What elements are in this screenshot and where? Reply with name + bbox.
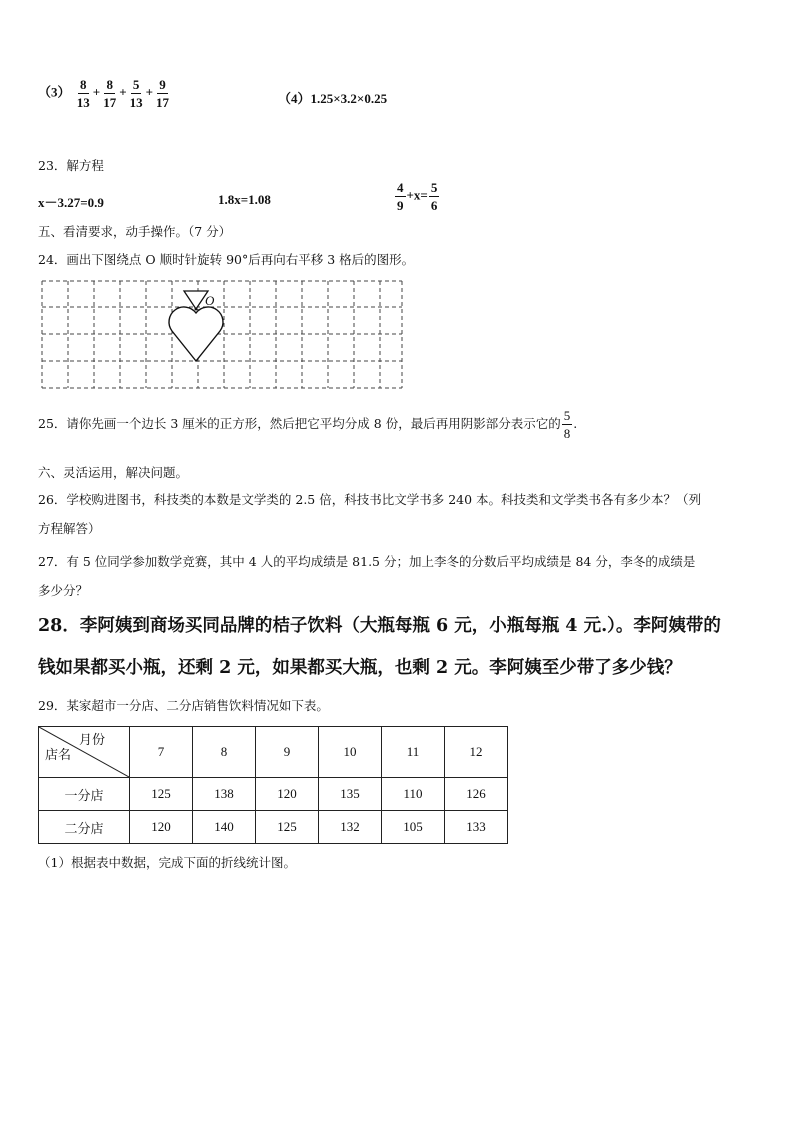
sales-table [38, 726, 508, 844]
plus-sign: + [119, 84, 127, 100]
q26-line-2: 方程解答） [38, 521, 101, 536]
q22-part3 [38, 78, 172, 109]
month-header: 10 [319, 727, 382, 778]
q24-grid-figure [38, 278, 410, 394]
table-cell: 105 [382, 811, 445, 844]
fraction-term-3: $\frac{5}{13}$ [129, 77, 143, 110]
table-cell: 133 [445, 811, 508, 844]
table-cell: 138 [193, 778, 256, 811]
q22-part3-label: （3） [38, 84, 71, 100]
month-header: 11 [382, 727, 445, 778]
section-6-title: 六、灵活运用，解决问题。 [38, 465, 189, 480]
q28-line-2: 钱如果都买小瓶，还剩 2 元，如果都买大瓶，也剩 2 元。李阿姨至少带了多少钱？ [38, 658, 682, 678]
heart-shape [169, 307, 223, 361]
fraction-term-2: $\frac{8}{17}$ [103, 77, 117, 110]
point-o-label: O [205, 293, 215, 308]
fraction-term-1: $\frac{8}{13}$ [76, 77, 90, 110]
q27-line-1: 27．有 5 位同学参加数学竞赛，其中 4 人的平均成绩是 81.5 分；加上李冬的分数后平均成绩是 84 分，李冬的成绩是 [38, 554, 696, 569]
section-5-title: 五、看清要求，动手操作。（7 分） [38, 224, 232, 239]
q23-equation-2: 1.8x=1.08 [218, 192, 271, 207]
q26-line-1: 26．学校购进图书，科技类的本数是文学类的 2.5 倍，科技书比文学书多 240 本。科技类和文学类书各有多少本？（列 [38, 492, 702, 507]
corner-label-store: 店名 [45, 747, 72, 762]
table-cell: 120 [130, 811, 193, 844]
table-row [39, 778, 508, 811]
row-label: 一分店 [39, 778, 130, 811]
month-header: 7 [130, 727, 193, 778]
table-cell: 132 [319, 811, 382, 844]
month-header: 12 [445, 727, 508, 778]
plus-sign: + [145, 84, 154, 100]
table-corner-cell [39, 727, 130, 778]
q23-equation-3: $\frac{4}{9}$ +x= $\frac{5}{6}$ [397, 180, 438, 213]
q25-text [38, 409, 577, 440]
point-o [195, 308, 198, 311]
month-header: 8 [193, 727, 256, 778]
q22-part4: （4）1.25×3.2×0.25 [278, 91, 388, 106]
row-label: 二分店 [39, 811, 130, 844]
table-cell: 125 [256, 811, 319, 844]
table-cell: 120 [256, 778, 319, 811]
table-cell: 140 [193, 811, 256, 844]
q25-text-body: 25．请你先画一个边长 3 厘米的正方形，然后把它平均分成 8 份，最后再用阴影部分表示它的 [38, 416, 561, 431]
table-header-row [39, 727, 508, 778]
q23-title: 23．解方程 [38, 158, 104, 173]
table-cell: 110 [382, 778, 445, 811]
table-cell: 126 [445, 778, 508, 811]
table-cell: 135 [319, 778, 382, 811]
q29-sub-1: （1）根据表中数据，完成下面的折线统计图。 [38, 855, 296, 870]
plus-sign: + [92, 84, 101, 100]
q25-fraction: $\frac{5}{8}$ [563, 408, 571, 441]
fraction-term-4: $\frac{9}{17}$ [156, 77, 170, 110]
q24-text: 24．画出下图绕点 O 顺时针旋转 90°后再向右平移 3 格后的图形。 [38, 252, 415, 267]
q27-line-2: 多少分？ [38, 583, 89, 598]
q23-equation-1: x－3.27=0.9 [38, 195, 104, 210]
q29-text: 29．某家超市一分店、二分店销售饮料情况如下表。 [38, 698, 329, 713]
q28-line-1: 28．李阿姨到商场买同品牌的桔子饮料（大瓶每瓶 6 元，小瓶每瓶 4 元.）。李阿姨带的 [38, 616, 721, 636]
table-row [39, 811, 508, 844]
q25-end: . [573, 416, 578, 431]
table-cell: 125 [130, 778, 193, 811]
month-header: 9 [256, 727, 319, 778]
corner-label-month: 月份 [78, 732, 105, 747]
